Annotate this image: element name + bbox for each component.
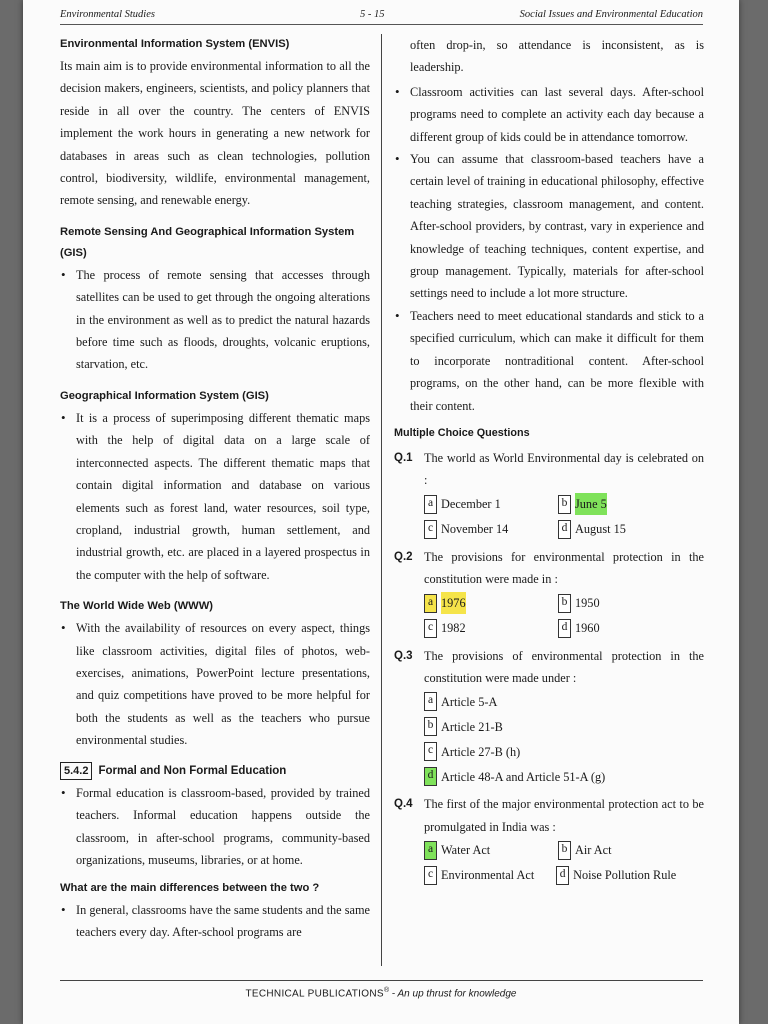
differences-bullet-3: • Teachers need to meet educational standards and stick to a specified curriculum, which can make it difficult for them to incorporate nontraditional content. After-school programs, on the other hand, can be more flexible with their content. — [394, 305, 704, 417]
www-bullet: • With the availability of resources on every aspect, things like classroom activities, digital files of photos, web-exercises, animations, PowerPoint lecture presentations, and quiz competitions have proved to be more helpful for both the students as well as the teachers who pursue environmental studies. — [60, 617, 370, 751]
option-d[interactable] — [558, 617, 692, 639]
option-text: Environmental Act — [441, 868, 535, 883]
question-number: Q.2 — [394, 550, 413, 563]
section-number: 5.4.2 — [60, 762, 92, 780]
question-1 — [394, 447, 704, 492]
option-letter: d — [556, 866, 569, 885]
remote-sensing-heading: Remote Sensing And Geographical Information System (GIS) — [60, 225, 355, 259]
option-a[interactable] — [424, 839, 558, 861]
registered-mark: ® — [383, 987, 389, 994]
option-letter: b — [558, 594, 571, 613]
gis-bullet: • It is a process of superimposing different thematic maps with the help of digital data on a large scale of interconnected aspects. The different thematic maps that contain digital information and database on various elements such as forest land, water resources, soil type, cropland, industrial growth, human settlement, and industrial growth, etc. are placed in a layered prospectus in the computer with the help of software. — [60, 407, 370, 586]
footer-rule — [60, 980, 703, 981]
option-c[interactable] — [424, 518, 558, 540]
left-column — [60, 34, 370, 943]
envis-paragraph: Its main aim is to provide environmental information to all the decision makers, engineers, scientists, and policy planners that reside in all over the country. The centers of ENVIS implement the work hours in generating a new network for databases in areas such as clean technologies, pollution control, biodiversity, wildlife, environmental management, remote sensing, and renewable energy. — [60, 59, 370, 208]
option-a[interactable] — [424, 691, 684, 713]
option-letter: b — [558, 495, 571, 514]
option-text: 1950 — [575, 595, 600, 610]
footer — [23, 987, 739, 999]
option-b[interactable] — [558, 592, 692, 614]
mcq-heading: Multiple Choice Questions — [394, 426, 530, 439]
option-c[interactable] — [424, 864, 556, 886]
option-d[interactable] — [424, 766, 704, 788]
option-text: August 15 — [575, 522, 626, 537]
differences-continued-list — [394, 81, 704, 417]
gis-heading: Geographical Information System (GIS) — [60, 389, 269, 402]
option-b[interactable] — [558, 493, 692, 515]
differences-heading: What are the main differences between the two ? — [60, 881, 320, 894]
question-number: Q.4 — [394, 798, 413, 811]
option-letter: d — [558, 520, 571, 539]
option-text: 1960 — [575, 620, 600, 635]
question-number: Q.1 — [394, 451, 413, 464]
option-letter: b — [424, 717, 437, 736]
option-text: Article 5-A — [441, 694, 498, 709]
differences-bullet: • In general, classrooms have the same students and the same teachers every day. After-school programs are — [60, 899, 370, 944]
publisher-tagline: - An up thrust for knowledge — [388, 988, 517, 1000]
differences-bullet-2: • You can assume that classroom-based teachers have a certain level of training in educational philosophy, effective teaching strategies, classroom management, and content. After-school providers, by contrast, vary in experience and knowledge of teaching techniques, content expertise, and group management. Typically, materials for after-school settings need to include a lot more structure. — [394, 148, 704, 305]
www-heading: The World Wide Web (WWW) — [60, 600, 213, 613]
option-text: November 14 — [441, 522, 509, 537]
formal-education-bullet: • Formal education is classroom-based, provided by trained teachers. Informal education happens outside the classroom, in after-school programs, community-based organizations, museums, libraries, or at home. — [60, 782, 370, 872]
option-text: Water Act — [441, 843, 491, 858]
remote-sensing-bullet: • The process of remote sensing that accesses through satellites can be used to get through the ongoing alterations in the environment as well as to predict the natural hazards before time such as floods, droughts, volcanic eruptions, starvation, etc. — [60, 264, 370, 376]
question-4 — [394, 793, 704, 838]
option-d[interactable] — [556, 864, 704, 886]
option-letter: d — [558, 619, 571, 638]
option-text: 1982 — [441, 620, 466, 635]
formal-education-list — [60, 782, 370, 872]
option-a[interactable] — [424, 592, 558, 614]
option-text: Article 27-B (h) — [441, 744, 521, 759]
highlighted-option-letter: d — [424, 767, 437, 786]
option-text: Air Act — [575, 843, 612, 858]
option-letter: c — [424, 742, 437, 761]
question-2-options — [424, 591, 704, 641]
question-text: The world as World Environmental day is celebrated on : — [424, 450, 704, 488]
envis-heading: Environmental Information System (ENVIS) — [60, 38, 290, 50]
option-b[interactable] — [424, 716, 684, 738]
header-chapter-title: Social Issues and Environmental Education — [519, 9, 703, 20]
gis-list — [60, 407, 370, 586]
highlighted-answer: June 5 — [575, 493, 607, 515]
question-number: Q.3 — [394, 649, 413, 662]
publisher-name: TECHNICAL PUBLICATIONS — [245, 988, 384, 1000]
differences-list — [60, 899, 370, 944]
continued-text: often drop-in, so attendance is inconsistent, as is leadership. — [410, 38, 704, 75]
differences-bullet-1: • Classroom activities can last several days. After-school programs need to complete an activity each day because a different group of kids could be in attendance tomorrow. — [394, 81, 704, 148]
right-column — [394, 34, 704, 888]
option-letter: c — [424, 520, 437, 539]
option-c[interactable] — [424, 741, 684, 763]
header-page-number: 5 - 15 — [360, 9, 385, 20]
option-letter: c — [424, 619, 437, 638]
option-letter: a — [424, 594, 437, 613]
question-3 — [394, 645, 704, 690]
question-4-options — [424, 838, 704, 888]
option-text: Article 21-B — [441, 719, 503, 734]
question-2 — [394, 546, 704, 591]
www-list — [60, 617, 370, 751]
question-3-options — [424, 689, 704, 789]
option-letter: c — [424, 866, 437, 885]
option-text: December 1 — [441, 497, 501, 512]
highlighted-option-letter: a — [424, 841, 437, 860]
option-text: Article 48-A and Article 51-A (g) — [441, 769, 606, 784]
section-title: Formal and Non Formal Education — [98, 764, 287, 777]
option-c[interactable] — [424, 617, 558, 639]
highlighted-answer: 1976 — [441, 592, 466, 614]
option-d[interactable] — [558, 518, 692, 540]
question-text: The first of the major environmental protection act to be promulgated in India was : — [424, 797, 704, 834]
section-heading — [60, 760, 370, 782]
header-book-title: Environmental Studies — [60, 9, 155, 20]
document-page — [23, 0, 739, 1024]
question-1-options — [424, 492, 704, 542]
question-text: The provisions of environmental protection in the constitution were made under : — [424, 648, 704, 685]
remote-sensing-list — [60, 264, 370, 376]
option-letter: b — [558, 841, 571, 860]
running-header — [60, 6, 703, 25]
option-a[interactable] — [424, 493, 558, 515]
option-text: Noise Pollution Rule — [573, 868, 677, 883]
option-letter: a — [424, 692, 437, 711]
option-b[interactable] — [558, 839, 692, 861]
question-text: The provisions for environmental protection in the constitution were made in : — [424, 549, 704, 587]
option-letter: a — [424, 495, 437, 514]
column-divider — [381, 34, 382, 966]
